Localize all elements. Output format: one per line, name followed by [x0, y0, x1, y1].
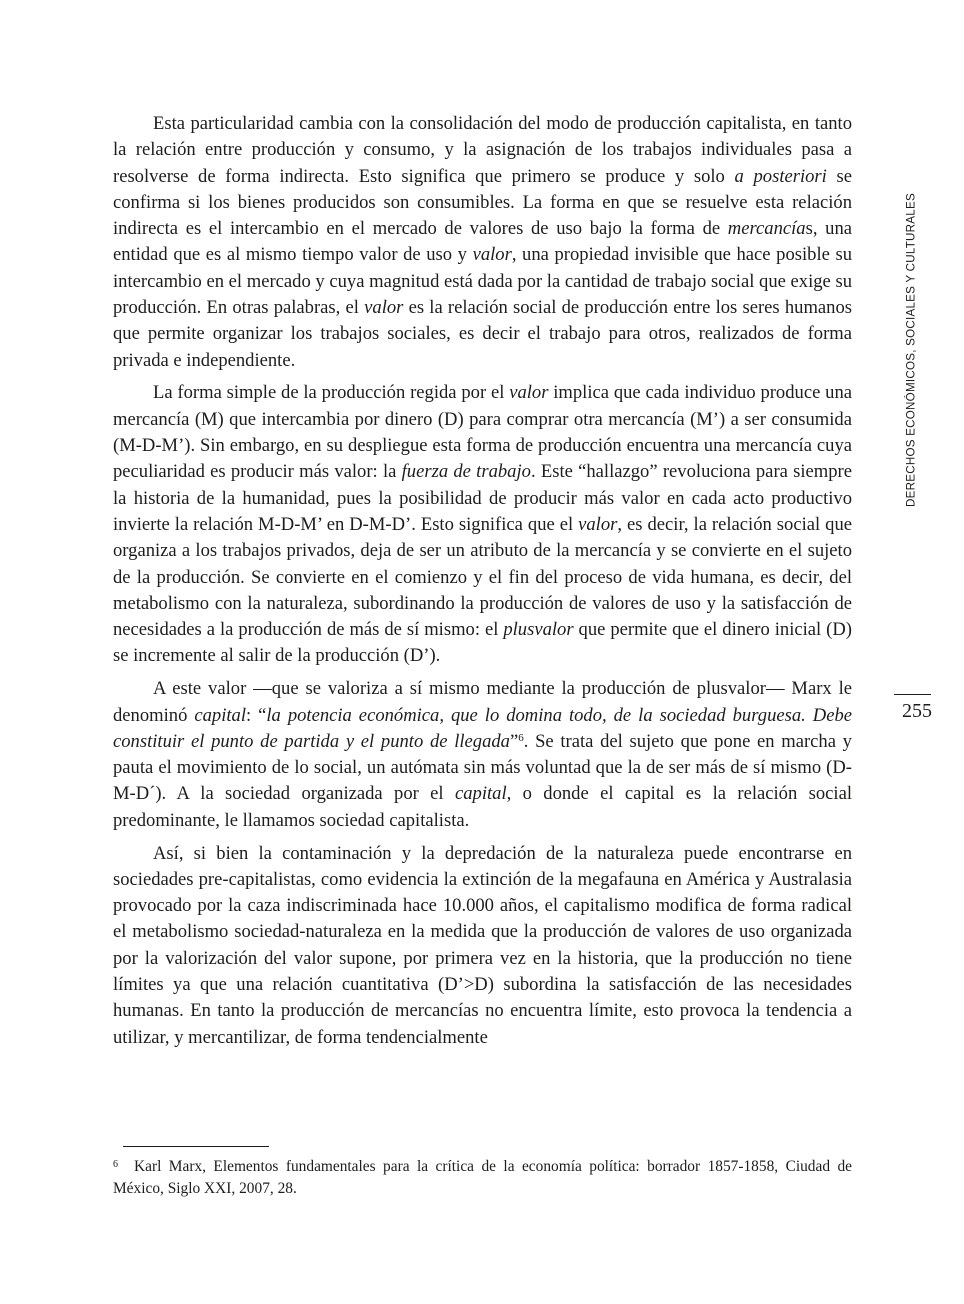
- text-run: Esta particularidad cambia con la consolidación del modo de producción capitalista, en tanto la relación entre producción y consumo, y la asignación de los trabajos individuales pasa a resolverse de forma indirecta. Esto significa que primero se produce y solo: [113, 113, 852, 187]
- text-run: . Se trata del sujeto que pone en marcha y pauta el movimiento de lo social, un autómata sin más voluntad que la de ser más de sí mismo (D-M-D´). A la sociedad organizada por el: [113, 730, 852, 805]
- italic-text: la potencia económica, que lo domina todo, de la sociedad burguesa. Debe constituir el punto de partida y el punto de llegada: [113, 704, 853, 752]
- footnote-separator: [123, 1146, 269, 1147]
- italic-text: capital: [194, 704, 246, 726]
- paragraph: [113, 841, 852, 1051]
- page-number: 255: [902, 700, 932, 722]
- page-number-rule: [894, 694, 931, 695]
- text-run: Así, si bien la contaminación y la depredación de la naturaleza puede encontrarse en sociedades pre-capitalistas, como evidencia la extinción de la megafauna en América y Australasia provocado por la caza indiscriminada hace 10.000 años, el capitalismo modifica de forma radical el metabolismo sociedad-naturaleza en la medida que la producción de valores de uso organizada por la valorización del valor supone, por primera vez en la historia, que la producción no tiene límites ya que una relación cuantitativa (D’>D) subordina la satisfacción de las necesidades humanas. En tanto la producción de mercancías no encuentra límite, esto provoca la tendencia a utilizar, y mercantilizar, de forma tendencialmente: [113, 842, 852, 1048]
- footnote-marker: 6: [113, 1159, 118, 1170]
- paragraph: [113, 676, 852, 834]
- text-run: . Este “hallazgo” revoluciona para siempre la historia de la humanidad, pues la posibilidad de producir más valor en cada acto productivo invierte la relación M-D-M’ en D-M-D’. Esto significa que el: [113, 461, 852, 535]
- italic-text: fuerza de trabajo: [401, 461, 531, 483]
- italic-text: valor: [509, 382, 549, 404]
- text-run: , es decir, la relación social que organiza a los trabajos privados, deja de ser un atributo de la mercancía y se convierte en el sujeto de la producción. Se convierte en el comienzo y el fin del proceso de vida humana, es decir, del metabolismo con la naturaleza, subordinando la producción de valores de uso y la satisfacción de necesidades a la producción de más de sí mismo: el: [113, 513, 852, 641]
- text-run: La forma simple de la producción regida por el: [153, 382, 510, 404]
- italic-text: capital,: [454, 783, 512, 805]
- running-header: [901, 190, 921, 510]
- italic-text: valor: [364, 297, 404, 319]
- footnote: [113, 1154, 852, 1200]
- paragraph: [113, 380, 852, 669]
- text-run: es la relación social de producción entre los seres humanos que permite organizar los trabajos sociales, es decir el trabajo para otros, realizados de forma privada e independiente.: [113, 297, 852, 371]
- italic-text: a posteriori: [734, 165, 827, 187]
- body-text: [113, 111, 852, 1057]
- italic-text: plusvalor: [503, 619, 574, 641]
- text-run: implica que cada individuo produce una mercancía (M) que intercambia por dinero (D) para comprar otra mercancía (M’) a ser consumida (M-D-M’). Sin embargo, en su despliegue esta forma de producción encuentra una mercancía cuya peculiaridad es producir más valor: la: [113, 382, 852, 483]
- text-run: se confirma si los bienes producidos son consumibles. La forma en que se resuelve esta relación indirecta es el intercambio en el mercado de valores de uso bajo la forma de: [113, 165, 853, 240]
- text-run: s, una entidad que es al mismo tiempo valor de uso y: [113, 218, 852, 266]
- running-header-text: DERECHOS ECONÓMICOS, SOCIALES Y CULTURALES: [904, 193, 918, 507]
- text-run: , una propiedad invisible que hace posible su intercambio en el mercado y cuya magnitud está dada por la cantidad de trabajo social que exige su producción. En otras palabras, el: [113, 244, 852, 319]
- italic-text: mercancía: [727, 218, 806, 240]
- footnote-reference: 6: [518, 731, 524, 744]
- text-run: o donde el capital es la relación social predominante, le llamamos sociedad capitalista.: [113, 783, 852, 831]
- footnote-text: Karl Marx, Elementos fundamentales para la crítica de la economía política: borrador 1857-1858, Ciudad de México, Siglo XXI, 2007, 28.: [113, 1158, 852, 1197]
- italic-text: valor: [472, 244, 512, 266]
- text-run: que permite que el dinero inicial (D) se incremente al salir de la producción (D’).: [113, 619, 852, 667]
- text-run: A este valor —que se valoriza a sí mismo mediante la producción de plusvalor— Marx le denominó: [113, 678, 852, 726]
- text-run: : “: [246, 704, 267, 726]
- italic-text: valor: [578, 513, 618, 535]
- paragraph: [113, 111, 852, 374]
- text-run: ”: [509, 730, 519, 752]
